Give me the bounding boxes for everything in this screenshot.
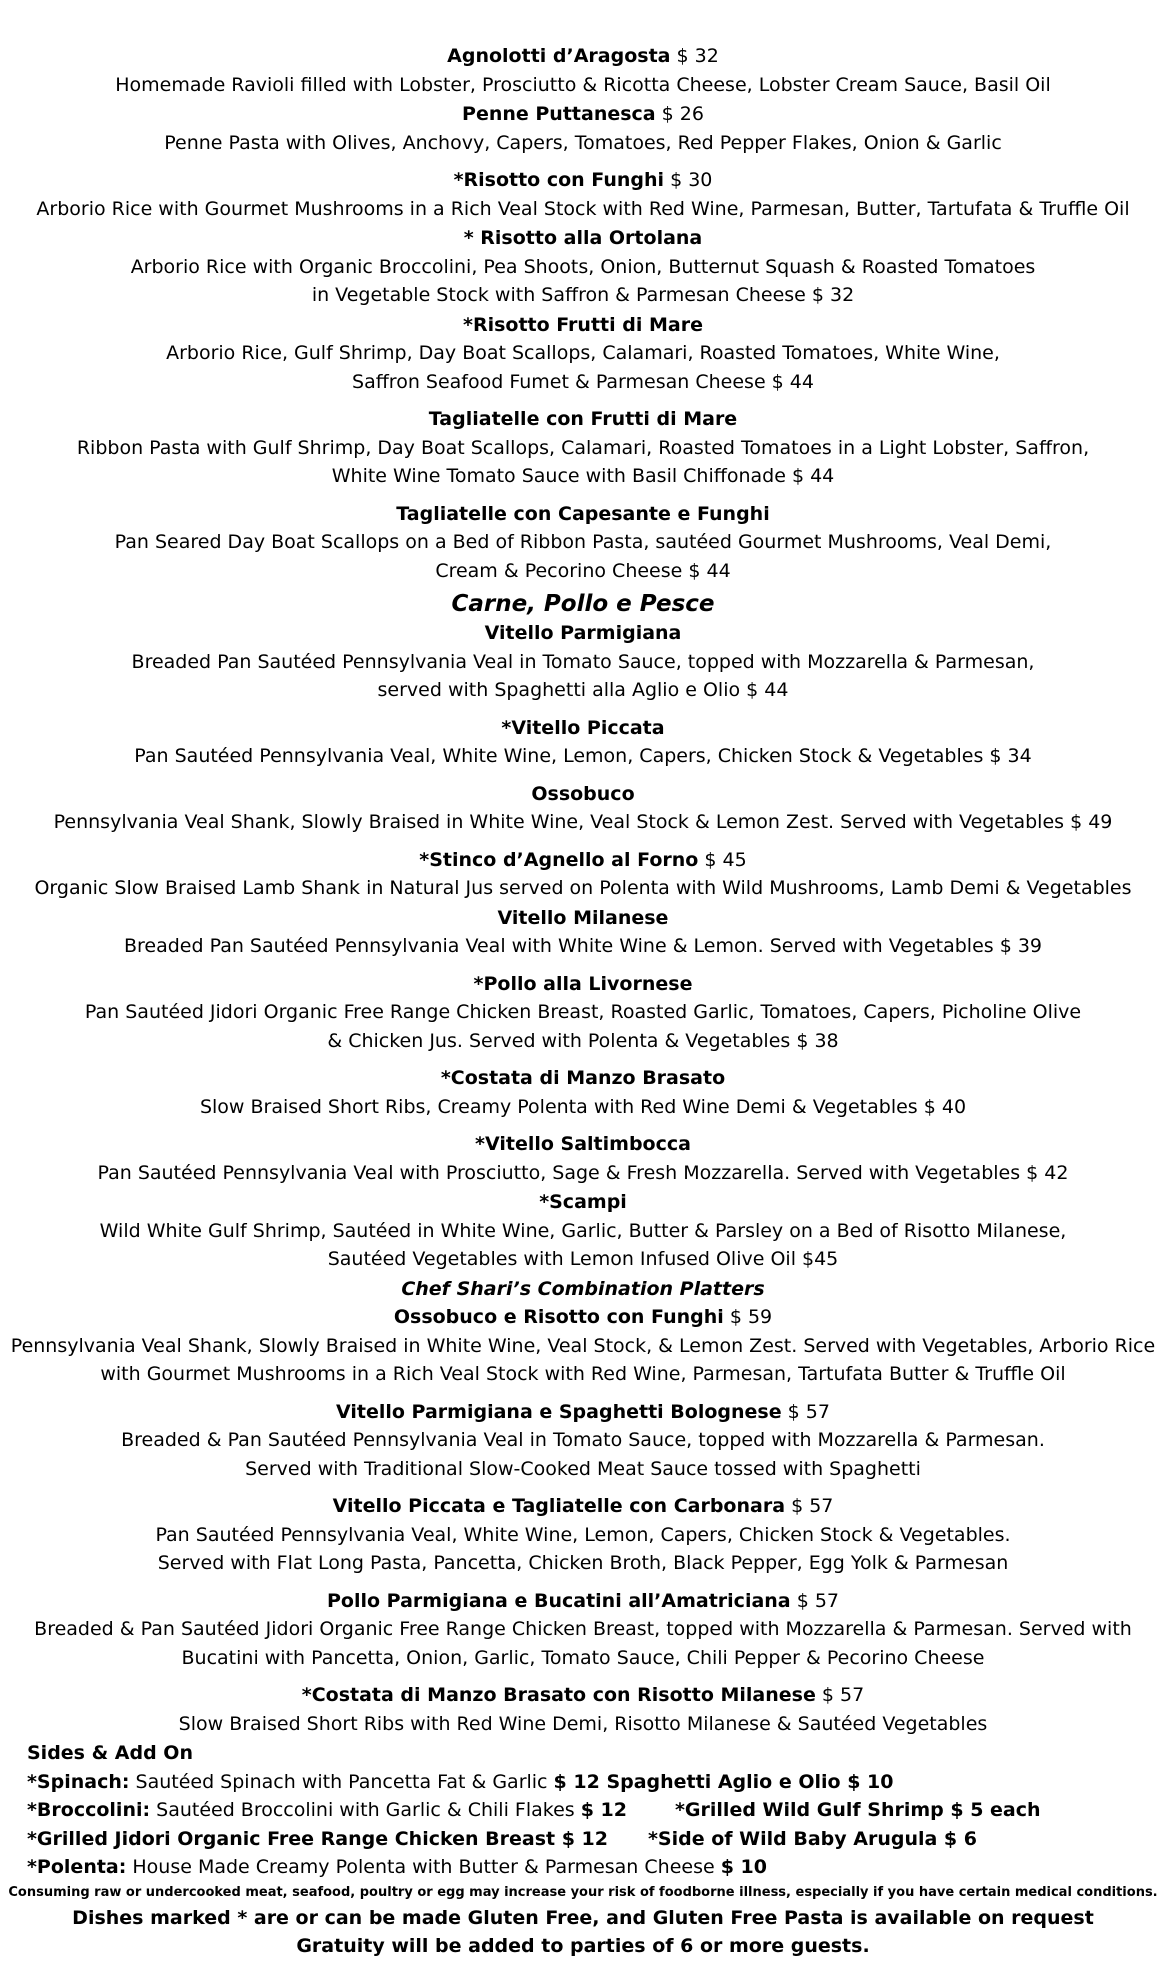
menu-item-heading [0, 100, 1166, 129]
menu-item-description: Arborio Rice with Organic Broccolini, Pea Shoots, Onion, Butternut Squash & Roasted Tomatoes [130, 255, 1036, 278]
menu-item-price: $ 59 [729, 1306, 773, 1328]
sides-title: Sides & Add On [27, 1742, 193, 1764]
pasta-section [0, 42, 1166, 585]
menu-item [0, 1130, 1166, 1187]
menu-item-name: *Stinco d’Agnello al Forno [419, 848, 699, 871]
side-spinach-price: $ 12 [553, 1770, 600, 1793]
side-broccolini [27, 1796, 1166, 1825]
menu-item-heading [0, 166, 1166, 195]
menu-item-price: $ 57 [787, 1400, 830, 1423]
menu-item-name: * Risotto alla Ortolana [463, 227, 703, 249]
menu-item [0, 311, 1166, 397]
mains-section [0, 619, 1166, 1274]
menu-item-price: $ 30 [670, 169, 713, 191]
side-polenta-price: $ 10 [720, 1856, 767, 1878]
gratuity-note: Gratuity will be added to parties of 6 or more guests. [296, 1935, 870, 1957]
menu-item-description: Served with Flat Long Pasta, Pancetta, Chicken Broth, Black Pepper, Egg Yolk & Parmesan [157, 1552, 1009, 1574]
side-spaghetti: Spaghetti Aglio e Olio $ 10 [599, 1770, 894, 1793]
menu-item-heading [0, 1398, 1166, 1427]
menu-item [0, 846, 1166, 903]
menu-item-description: Saffron Seafood Fumet & Parmesan Cheese $ 44 [352, 370, 814, 393]
menu-item-heading [0, 846, 1166, 875]
menu-item-description: Organic Slow Braised Lamb Shank in Natural Jus served on Polenta with Wild Mushrooms, Lamb Demi & Vegetables [34, 877, 1132, 899]
menu-item-description: Breaded Pan Sautéed Pennsylvania Veal with White Wine & Lemon. Served with Vegetables $ 39 [123, 935, 1043, 957]
menu-item [0, 1188, 1166, 1274]
menu-item-name: *Costata di Manzo Brasato [440, 1067, 726, 1089]
menu-item-description: White Wine Tomato Sauce with Basil Chiffonade $ 44 [331, 465, 835, 487]
menu-item-description: Penne Pasta with Olives, Anchovy, Capers, Tomatoes, Red Pepper Flakes, Onion & Garlic [164, 131, 1002, 154]
menu-item-name: Tagliatelle con Frutti di Mare [428, 408, 738, 430]
menu-item-name: *Vitello Piccata [501, 716, 665, 739]
menu-item-description: in Vegetable Stock with Saffron & Parmesan Cheese $ 32 [311, 284, 855, 306]
menu-item-description: served with Spaghetti alla Aglio e Olio $ 44 [377, 679, 789, 701]
menu-item [0, 904, 1166, 961]
footer [0, 1904, 1166, 1961]
menu-item-heading [0, 500, 1166, 529]
side-spinach-label: *Spinach: [27, 1770, 130, 1793]
menu-item-description: Arborio Rice with Gourmet Mushrooms in a Rich Veal Stock with Red Wine, Parmesan, Butter, Tartufata & Truffle Oil [36, 197, 1130, 220]
menu-item [0, 100, 1166, 157]
menu-item-description: Ribbon Pasta with Gulf Shrimp, Day Boat Scallops, Calamari, Roasted Tomatoes in a Light Lobster, Saffron, [76, 436, 1090, 459]
menu-item-description: Slow Braised Short Ribs, Creamy Polenta with Red Wine Demi & Vegetables $ 40 [199, 1095, 967, 1118]
side-spinach-desc: Sautéed Spinach with Pancetta Fat & Garlic [129, 1770, 554, 1793]
menu-item-name: Vitello Parmigiana e Spaghetti Bolognese [336, 1400, 782, 1423]
menu-item-heading [0, 224, 1166, 253]
menu-item-heading [0, 1681, 1166, 1710]
menu-item-name: Vitello Milanese [497, 906, 669, 929]
menu-item-heading [0, 970, 1166, 999]
side-shrimp: *Grilled Wild Gulf Shrimp $ 5 each [675, 1799, 1041, 1821]
menu-item-name: Ossobuco [531, 782, 635, 805]
side-polenta-desc: House Made Creamy Polenta with Butter & Parmesan Cheese [126, 1856, 721, 1878]
menu-item [0, 1681, 1166, 1738]
menu-item-price: $ 57 [796, 1589, 839, 1612]
menu-item [0, 1303, 1166, 1389]
menu-item [0, 1492, 1166, 1578]
menu-item-heading [0, 1188, 1166, 1217]
menu-item-description: Pennsylvania Veal Shank, Slowly Braised in White Wine, Veal Stock, & Lemon Zest. Served with Vegetables, Arborio Rice [10, 1334, 1156, 1357]
menu-item-price: $ 32 [676, 45, 719, 67]
menu-item-description: Pan Seared Day Boat Scallops on a Bed of Ribbon Pasta, sautéed Gourmet Mushrooms, Veal Demi, [114, 531, 1052, 553]
menu-item-heading [0, 405, 1166, 434]
menu-item-description: Breaded Pan Sautéed Pennsylvania Veal in Tomato Sauce, topped with Mozzarella & Parmesan, [131, 650, 1035, 673]
menu-item-name: *Costata di Manzo Brasato con Risotto Milanese [301, 1684, 816, 1706]
platters-title: Chef Shari’s Combination Platters [401, 1277, 765, 1300]
menu-item-name: *Risotto con Funghi [453, 169, 665, 191]
platters-section [0, 1303, 1166, 1738]
menu-item [0, 166, 1166, 223]
menu-item-name: *Risotto Frutti di Mare [463, 313, 703, 336]
menu-item-heading [0, 1064, 1166, 1093]
menu-item-name: Penne Puttanesca [462, 103, 656, 125]
menu-item-heading [0, 1492, 1166, 1521]
menu-item-heading [0, 714, 1166, 743]
menu-item-description: Breaded & Pan Sautéed Jidori Organic Free Range Chicken Breast, topped with Mozzarella & Parmesan. Served with [34, 1618, 1132, 1640]
menu-item [0, 500, 1166, 586]
menu-item-name: Vitello Piccata e Tagliatelle con Carbonara [332, 1495, 786, 1517]
menu-item-heading [0, 904, 1166, 933]
menu-item [0, 1587, 1166, 1673]
menu-item-price: $ 57 [791, 1495, 834, 1517]
menu-item-description: Slow Braised Short Ribs with Red Wine Demi, Risotto Milanese & Sautéed Vegetables [178, 1712, 988, 1735]
menu-item [0, 224, 1166, 310]
menu-item-heading [0, 311, 1166, 340]
menu-item-description: Cream & Pecorino Cheese $ 44 [435, 559, 731, 582]
menu-item-price: $ 45 [704, 848, 747, 871]
menu-item [0, 780, 1166, 837]
side-polenta [27, 1853, 1166, 1882]
menu-item-description: Pan Sautéed Pennsylvania Veal with Prosciutto, Sage & Fresh Mozzarella. Served with Vegetables $ 42 [97, 1161, 1069, 1184]
menu-item-heading [0, 780, 1166, 809]
menu-item-name: Agnolotti d’Aragosta [447, 45, 671, 67]
menu-item [0, 42, 1166, 99]
menu-item-description: Wild White Gulf Shrimp, Sautéed in White Wine, Garlic, Butter & Parsley on a Bed of Risotto Milanese, [99, 1219, 1067, 1242]
menu-item-description: Homemade Ravioli filled with Lobster, Prosciutto & Ricotta Cheese, Lobster Cream Sauce, Basil Oil [115, 73, 1051, 96]
side-spinach [27, 1768, 1166, 1797]
menu-item-description: Breaded & Pan Sautéed Pennsylvania Veal in Tomato Sauce, topped with Mozzarella & Parmesan. [121, 1429, 1045, 1451]
menu-item-name: Vitello Parmigiana [484, 622, 682, 644]
side-broccolini-desc: Sautéed Broccolini with Garlic & Chili Flakes [150, 1799, 581, 1821]
menu-item-name: *Scampi [539, 1191, 627, 1213]
menu-item-name: Ossobuco e Risotto con Funghi [393, 1306, 724, 1328]
menu-item-description: with Gourmet Mushrooms in a Rich Veal Stock with Red Wine, Parmesan, Tartufata Butter & Truffle Oil [100, 1363, 1066, 1385]
menu-item-description: Pan Sautéed Pennsylvania Veal, White Wine, Lemon, Capers, Chicken Stock & Vegetables $ 34 [134, 745, 1032, 767]
menu-item-description: Pan Sautéed Pennsylvania Veal, White Wine, Lemon, Capers, Chicken Stock & Vegetables. [155, 1523, 1011, 1546]
menu-item-heading [0, 1130, 1166, 1159]
menu-item [0, 1064, 1166, 1121]
side-broccolini-label: *Broccolini: [27, 1799, 151, 1821]
menu-item-price: $ 57 [821, 1684, 865, 1706]
menu-item-heading [0, 619, 1166, 648]
menu-item-heading [0, 1303, 1166, 1332]
menu-item [0, 619, 1166, 705]
menu-item-description: Arborio Rice, Gulf Shrimp, Day Boat Scallops, Calamari, Roasted Tomatoes, White Wine, [166, 342, 1000, 364]
side-polenta-label: *Polenta: [27, 1856, 127, 1878]
food-safety-notice: Consuming raw or undercooked meat, seafood, poultry or egg may increase your risk of foodborne illness, especially if you have certain medical conditions. [8, 1884, 1158, 1900]
section-title-carne: Carne, Pollo e Pesce [451, 591, 715, 617]
menu-item-name: Tagliatelle con Capesante e Funghi [396, 502, 770, 525]
menu-item-price: $ 26 [661, 103, 704, 125]
menu-item-description: & Chicken Jus. Served with Polenta & Vegetables $ 38 [327, 1029, 839, 1052]
menu-item [0, 714, 1166, 771]
sides-section [0, 1739, 1166, 1882]
gluten-free-note: Dishes marked * are or can be made Gluten Free, and Gluten Free Pasta is available on request [72, 1906, 1094, 1929]
menu-item-heading [0, 42, 1166, 71]
menu-item-description: Served with Traditional Slow-Cooked Meat Sauce tossed with Spaghetti [245, 1457, 921, 1480]
menu-item-name: *Pollo alla Livornese [473, 972, 693, 995]
menu-item-name: *Vitello Saltimbocca [475, 1133, 691, 1155]
menu-item-heading [0, 1587, 1166, 1616]
side-chicken: *Grilled Jidori Organic Free Range Chicken Breast $ 12 [27, 1827, 608, 1850]
menu-item [0, 405, 1166, 491]
menu-item-name: Pollo Parmigiana e Bucatini all’Amatriciana [327, 1589, 791, 1612]
side-broccolini-price: $ 12 [580, 1799, 627, 1821]
side-chicken-row [27, 1825, 1166, 1854]
menu-item-description: Sautéed Vegetables with Lemon Infused Olive Oil $45 [327, 1248, 839, 1270]
menu-item [0, 970, 1166, 1056]
menu-item-description: Pan Sautéed Jidori Organic Free Range Chicken Breast, Roasted Garlic, Tomatoes, Capers, Picholine Olive [84, 1001, 1082, 1023]
menu-item [0, 1398, 1166, 1484]
menu-item-description: Bucatini with Pancetta, Onion, Garlic, Tomato Sauce, Chili Pepper & Pecorino Cheese [181, 1646, 985, 1669]
menu-item-description: Pennsylvania Veal Shank, Slowly Braised in White Wine, Veal Stock & Lemon Zest. Served with Vegetables $ 49 [53, 811, 1113, 833]
side-arugula: *Side of Wild Baby Arugula $ 6 [647, 1827, 977, 1850]
